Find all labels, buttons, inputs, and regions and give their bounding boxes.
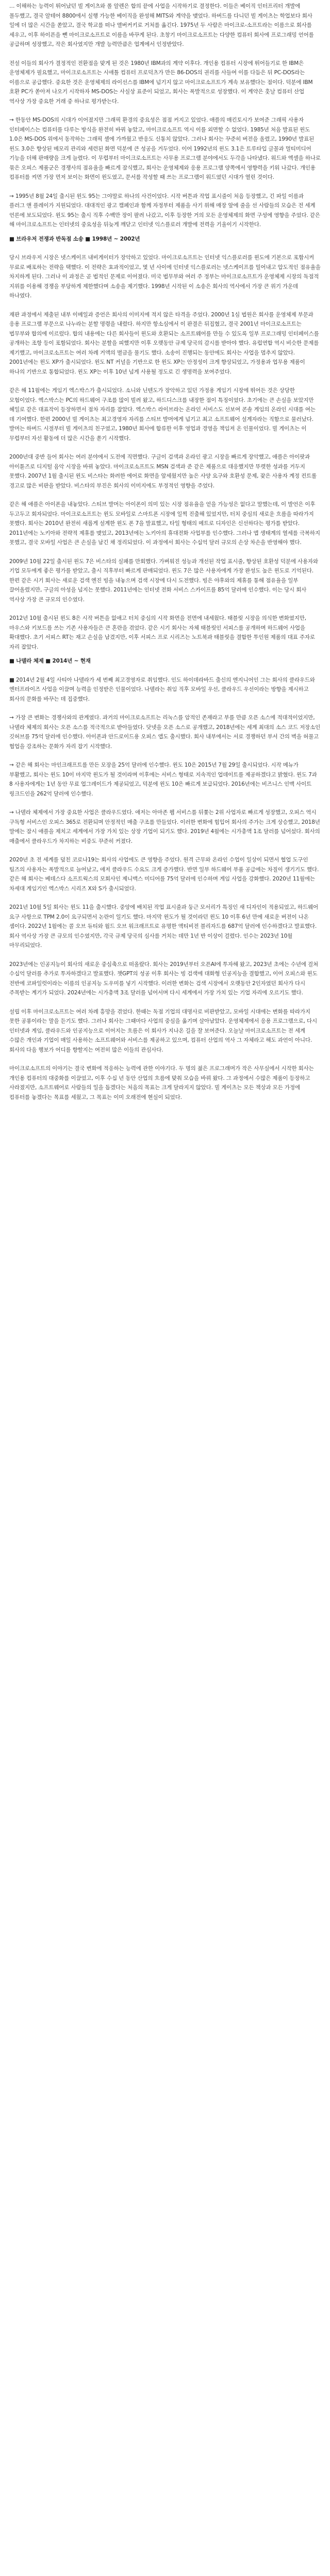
article-paragraph xyxy=(9,1007,321,1055)
paragraph-text: 같은 해 11월에는 게임기 엑스박스가 출시되었다. 소니와 닌텐도가 장악하고 있던 가정용 게임기 시장에 뛰어든 것은 상당한 모험이었다. 엑스박스는 PC의 하드웨어 구조를 많이 빌려 왔고, 하드디스크를 내장한 점이 특징이었다. 초기에는 큰 손실을 보았지만 헤일로 같은 대표작이 등장하면서 점차 자리를 잡았다. 엑스박스 라이브라는 온라인 서비스도 선보여 콘솔 게임의 온라인 시대를 여는 데 기여했다. 한편 2000년 빌 게이츠는 최고경영자 자리를 스티브 발머에게 넘기고 최고 소프트웨어 설계자라는 직함으로 물러났다. 발머는 하버드 시절부터 빌 게이츠의 친구였고, 1980년 회사에 합류한 이후 영업과 경영을 책임져 온 인물이었다. 빌 게이츠는 이 무렵부터 자선 활동에 더 많은 시간을 쏟기 시작했다. xyxy=(9,387,316,442)
article-paragraph xyxy=(9,500,321,548)
article-paragraph xyxy=(9,2,321,49)
paragraph-text: 2000년대 중반 들어 회사는 여러 분야에서 도전에 직면했다. 구글이 검색과 온라인 광고 시장을 빠르게 장악했고, 애플은 아이팟과 아이튠즈로 디지털 음악 시장을 바꿔 놓았다. 마이크로소프트도 MSN 검색과 준 같은 제품으로 대응했지만 뚜렷한 성과를 거두지 못했다. 2007년 1월 출시된 윈도 비스타는 화려한 에어로 화면을 앞세웠지만 높은 사양 요구와 호환성 문제, 잦은 사용자 계정 컨트롤 경고로 많은 비판을 받았다. 비스타의 부진은 회사의 이미지에도 부정적인 영향을 주었다. xyxy=(9,454,317,489)
paragraph-text: → 나델라 체제에서 가장 중요한 사업은 클라우드였다. 애저는 아마존 웹 서비스를 뒤쫓는 2위 사업자로 빠르게 성장했고, 오피스 역시 구독형 서비스인 오피스 365로 전환되며 안정적인 매출 구조를 만들었다. 이러한 변화에 힘입어 회사의 주가는 크게 상승했고, 2018년 말에는 잠시 애플을 제치고 세계에서 가장 가치 있는 상장 기업이 되기도 했다. 2019년 4월에는 시가총액 1조 달러를 넘어섰다. 회사의 매출에서 클라우드가 차지하는 비중도 꾸준히 커졌다. xyxy=(9,809,320,844)
paragraph-text: 2009년 10월 22일 출시된 윈도 7은 비스타의 실패를 만회했다. 가벼워진 성능과 개선된 작업 표시줄, 향상된 호환성 덕분에 사용자와 기업 모두에게 좋은 평가를 받았고, 출시 직후부터 빠르게 판매되었다. 윈도 7은 많은 사용자에게 가장 완성도 높은 윈도로 기억된다. 한편 같은 시기 회사는 새로운 검색 엔진 빙을 내놓으며 검색 시장에 다시 도전했다. 빙은 야후와의 제휴를 통해 점유율을 일부 끌어올렸지만, 구글의 아성을 넘지는 못했다. 2011년에는 인터넷 전화 서비스 스카이프를 85억 달러에 인수했다. 이는 당시 회사 역사상 가장 큰 규모의 인수였다. xyxy=(9,558,319,603)
article-paragraph xyxy=(9,614,321,652)
paragraph-text: 2023년에는 인공지능이 회사의 새로운 중심축으로 떠올랐다. 회사는 2019년부터 오픈AI에 투자해 왔고, 2023년 초에는 수년에 걸쳐 수십억 달러를 추가로 투자하겠다고 발표했다. 챗GPT의 성공 이후 회사는 빙 검색에 대화형 인공지능을 결합했고, 이어 오피스와 윈도 전반에 코파일럿이라는 이름의 인공지능 도우미를 넣기 시작했다. 이러한 변화는 검색 시장에서 오랫동안 2인자였던 회사가 다시 주목받는 계기가 되었다. 2024년에는 시가총액 3조 달러를 넘어서며 다시 세계에서 가장 가치 있는 기업 자리에 오르기도 했다. xyxy=(9,961,319,996)
paragraph-text: 같은 해 애플은 아이폰을 내놓았다. 스티브 발머는 아이폰이 의미 있는 시장 점유율을 얻을 가능성은 없다고 말했는데, 이 발언은 이후 두고두고 회자되었다. 마이크로소프트는 윈도 모바일로 스마트폰 시장에 일찍 진출해 있었지만, 터치 중심의 새로운 흐름을 따라가지 못했다. 회사는 2010년 완전히 새롭게 설계한 윈도 폰 7을 발표했고, 타일 형태의 메트로 디자인은 신선하다는 평가를 받았다. 2011년에는 노키아와 전략적 제휴를 맺었고, 2013년에는 노키아의 휴대전화 사업부를 인수했다. 그러나 앱 생태계의 열세를 극복하지 못했고, 결국 모바일 사업은 큰 손실을 남긴 채 정리되었다. 이 과정에서 회사는 수십억 달러 규모의 손상 차손을 반영해야 했다. xyxy=(9,501,320,546)
paragraph-text: ■ 브라우저 전쟁과 반독점 소송 ■ 1998년 ~ 2002년 xyxy=(9,235,140,242)
paragraph-text: 재판 과정에서 제출된 내부 이메일과 증언은 회사의 이미지에 적지 않은 타격을 주었다. 2000년 1심 법원은 회사를 운영체제 부문과 응용 프로그램 부문으로 나누라는 분할 명령을 내렸다. 하지만 항소심에서 이 판결은 뒤집혔고, 결국 2001년 마이크로소프트는 법무부와 합의에 이르렀다. 합의 내용에는 다른 회사들이 윈도와 호환되는 소프트웨어를 만들 수 있도록 일부 프로그래밍 인터페이스를 공개하는 조항 등이 포함되었다. 회사는 분할을 피했지만 이후 오랫동안 규제 당국의 감시를 받아야 했다. 유럽연합 역시 비슷한 문제를 제기했고, 마이크로소프트는 여러 차례 거액의 벌금을 물기도 했다. 소송이 진행되는 동안에도 회사는 사업을 멈추지 않았다. 2001년에는 윈도 XP가 출시되었다. 윈도 NT 커널을 기반으로 한 윈도 XP는 안정성이 크게 향상되었고, 가정용과 업무용 제품이 하나의 기반으로 통합되었다. 윈도 XP는 이후 10년 넘게 사용될 정도로 긴 생명력을 보여주었다. xyxy=(9,311,319,375)
paragraph-text: → 한동안 MS-DOS의 시대가 이어졌지만 그래픽 환경의 중요성은 점점 커지고 있었다. 애플의 매킨토시가 보여준 그래픽 사용자 인터페이스는 컴퓨터를 다루는 방식을 완전히 바꿔 놓았고, 마이크로소프트 역시 이를 외면할 수 없었다. 1985년 처음 발표된 윈도 1.0은 MS-DOS 위에서 동작하는 그래픽 셸에 가까웠고 반응도 신통치 않았다. 그러나 회사는 꾸준히 버전을 올렸고, 1990년 발표된 윈도 3.0은 향상된 메모리 관리와 세련된 화면 덕분에 큰 성공을 거두었다. 이어 1992년의 윈도 3.1은 트루타입 글꼴과 멀티미디어 기능을 더해 판매량을 크게 늘렸다. 이 무렵부터 마이크로소프트는 사무용 프로그램 분야에서도 두각을 나타냈다. 워드와 엑셀을 하나로 묶은 오피스 제품군은 경쟁사의 점유율을 빠르게 잠식했고, 회사는 운영체제와 응용 프로그램 양쪽에서 영향력을 키워 나갔다. 개인용 컴퓨터를 켜면 가장 먼저 보이는 화면이 윈도였고, 문서를 작성할 때 쓰는 프로그램이 워드였던 시대가 열린 것이다. xyxy=(9,117,321,180)
paragraph-text: ■ 2014년 2월 4일 사티아 나델라가 세 번째 최고경영자로 취임했다. 인도 하이데라바드 출신의 엔지니어인 그는 회사의 클라우드와 엔터프라이즈 사업을 이끌며 능력을 인정받은 인물이었다. 나델라는 취임 직후 모바일 우선, 클라우드 우선이라는 방향을 제시하고 회사의 문화를 바꾸는 데 집중했다. xyxy=(9,676,315,702)
article-paragraph xyxy=(9,192,321,230)
article-paragraph xyxy=(9,452,321,490)
article-paragraph xyxy=(9,808,321,846)
paragraph-text: → 1995년 8월 24일 출시된 윈도 95는 그야말로 하나의 사건이었다. 시작 버튼과 작업 표시줄이 처음 등장했고, 긴 파일 이름과 플러그 앤 플레이가 지원되었다. 대대적인 광고 캠페인과 함께 자정부터 제품을 사기 위해 매장 앞에 줄을 선 사람들의 모습은 전 세계 언론에 보도되었다. 윈도 95는 출시 직후 수백만 장이 팔려 나갔고, 이후 등장한 거의 모든 운영체제의 화면 구성에 영향을 주었다. 같은 해 마이크로소프트는 인터넷의 중요성을 뒤늦게 깨닫고 인터넷 익스플로러 개발에 전력을 기울이기 시작한다. xyxy=(9,193,320,228)
paragraph-text: 2012년 10월 출시된 윈도 8은 시작 버튼을 없애고 터치 중심의 시작 화면을 전면에 내세웠다. 태블릿 시장을 의식한 변화였지만, 마우스와 키보드를 쓰는 기존 사용자들은 큰 혼란을 겪었다. 같은 시기 회사는 자체 태블릿인 서피스를 공개하며 하드웨어 사업을 확대했다. 초기 서피스 RT는 재고 손실을 남겼지만, 이후 서피스 프로 시리즈는 노트북과 태블릿을 결합한 투인원 제품의 대표 주자로 자리 잡았다. xyxy=(9,615,315,650)
paragraph-text: 마이크로소프트의 이야기는 결국 변화에 적응하는 능력에 관한 이야기다. 두 명의 젊은 프로그래머가 작은 사무실에서 시작한 회사는 개인용 컴퓨터의 대중화를 이끌었고, 이후 수십 년 동안 산업의 흐름에 맞춰 모습을 바꿔 왔다. 그 과정에서 수많은 제품이 등장하고 사라졌지만, 소프트웨어로 사람들의 일을 돕겠다는 처음의 목표는 크게 달라지지 않았다. 빌 게이츠는 모든 책상과 모든 가정에 컴퓨터를 놓겠다는 목표를 세웠고, 그 목표는 이미 오래전에 현실이 되었다. xyxy=(9,1065,314,1100)
section-heading xyxy=(9,234,321,244)
paragraph-text: 2021년 10월 5일 회사는 윈도 11을 출시했다. 중앙에 배치된 작업 표시줄과 둥근 모서리가 특징인 새 디자인이 적용되었고, 하드웨어 요구 사항으로 TPM 2.0이 요구되면서 논란이 일기도 했다. 마지막 윈도가 될 것이라던 윈도 10 이후 6년 만에 새로운 버전이 나온 셈이다. 2022년 1월에는 콜 오브 듀티와 월드 오브 워크래프트로 유명한 액티비전 블리자드를 687억 달러에 인수하겠다고 발표했다. 회사 역사상 가장 큰 규모의 인수였지만, 각국 규제 당국의 심사를 거치는 데만 1년 반 이상이 걸렸다. 인수는 2023년 10월 마무리되었다. xyxy=(9,904,319,948)
article-paragraph xyxy=(9,855,321,893)
article-paragraph xyxy=(9,253,321,301)
paragraph-text: … 이해하는 능력이 뛰어났던 빌 게이츠와 폴 알렌은 합의 끝에 사업을 시작하기로 결정한다. 이들은 베이직 인터프리터 개발에 몰두했고, 결국 알테어 8800에서 실행 가능한 베이직을 완성해 MITS와 계약을 맺었다. 하버드를 다니던 빌 게이츠는 학업보다 회사 일에 더 많은 시간을 쏟았고, 결국 학교를 떠나 앨버커키로 거처를 옮긴다. 1975년 두 사람은 마이크로-소프트라는 이름으로 회사를 세우고, 이후 하이픈을 뺀 마이크로소프트로 이름을 바꾸게 된다. 초창기 마이크로소프트는 다양한 컴퓨터 회사에 프로그래밍 언어를 공급하며 성장했고, 작은 회사였지만 개발 능력만큼은 업계에서 인정받았다. xyxy=(9,3,314,47)
article-paragraph xyxy=(9,760,321,799)
article-paragraph xyxy=(9,386,321,443)
paragraph-text: 설립 이후 마이크로소프트는 여러 차례 흥망을 겪었다. 한때는 독점 기업의 대명사로 비판받았고, 모바일 시대에는 변화를 따라가지 못한 공룡이라는 말을 듣기도 했다. 그러나 회사는 그때마다 사업의 중심을 옮기며 살아남았다. 운영체제에서 응용 프로그램으로, 다시 인터넷과 게임, 클라우드와 인공지능으로 이어지는 흐름은 이 회사가 지나온 길을 잘 보여준다. 오늘날 마이크로소프트는 전 세계 수많은 개인과 기업이 매일 사용하는 소프트웨어와 서비스를 제공하고 있으며, 컴퓨터 산업의 역사 그 자체라고 해도 과언이 아니다. 회사의 다음 행보가 어디를 향할지는 여전히 많은 이들의 관심사다. xyxy=(9,1008,317,1053)
paragraph-text: 2020년 초 전 세계를 덮친 코로나19는 회사의 사업에도 큰 영향을 주었다. 원격 근무와 온라인 수업이 일상이 되면서 협업 도구인 팀즈의 사용자는 폭발적으로 늘어났고, 애저 클라우드 수요도 크게 증가했다. 반면 일부 하드웨어 부품 공급에는 차질이 생기기도 했다. 같은 해 회사는 베데스다 소프트웍스의 모회사인 제니맥스 미디어를 75억 달러에 인수하며 게임 사업을 강화했다. 2020년 11월에는 차세대 게임기인 엑스박스 시리즈 X와 S가 출시되었다. xyxy=(9,857,319,892)
paragraph-text: → 가장 큰 변화는 경쟁사와의 관계였다. 과거의 마이크로소프트는 리눅스를 암적인 존재라고 부를 만큼 오픈 소스에 적대적이었지만, 나델라 체제의 회사는 오픈 소스를 적극적으로 받아들였다. 닷넷을 오픈 소스로 공개했고, 2018년에는 세계 최대의 소스 코드 저장소인 깃허브를 75억 달러에 인수했다. 아이폰과 안드로이드용 오피스 앱도 출시했다. 회사 내부에서는 서로 경쟁하던 부서 간의 벽을 허물고 협업을 강조하는 문화가 자리 잡기 시작했다. xyxy=(9,715,321,750)
article-paragraph xyxy=(9,557,321,605)
article-paragraph xyxy=(9,1064,321,1102)
article-paragraph xyxy=(9,115,321,182)
article-paragraph xyxy=(9,59,321,107)
paragraph-text: → 같은 해 회사는 마인크래프트를 만든 모장을 25억 달러에 인수했다. 윈도 10은 2015년 7월 29일 출시되었다. 시작 메뉴가 부활했고, 회사는 윈도 10이 마지막 윈도가 될 것이라며 이후에는 서비스 형태로 지속적인 업데이트를 제공하겠다고 밝혔다. 윈도 7과 8 사용자에게는 1년 동안 무료 업그레이드가 제공되었고, 덕분에 윈도 10은 빠르게 보급되었다. 2016년에는 비즈니스 인맥 사이트 링크드인을 262억 달러에 인수했다. xyxy=(9,762,317,797)
paragraph-text: ■ 나델라 체제 ■ 2014년 ~ 현재 xyxy=(9,658,91,664)
paragraph-text: 전설 이들의 회사가 결정적인 전환점을 맞게 된 것은 1980년 IBM과의 계약 이후다. 개인용 컴퓨터 시장에 뛰어들기로 한 IBM은 운영체제가 필요했고, 마이크로소프트는 시애틀 컴퓨터 프로덕츠가 만든 86-DOS의 권리를 사들여 이를 다듬은 뒤 PC-DOS라는 이름으로 공급했다. 중요한 것은 운영체제의 라이선스를 IBM에 넘기지 않고 마이크로소프트가 계속 보유했다는 점이다. 덕분에 IBM 호환 PC가 쏟아져 나오기 시작하자 MS-DOS는 사실상 표준이 되었고, 회사는 폭발적으로 성장했다. 이 계약은 훗날 컴퓨터 산업 역사상 가장 중요한 거래 중 하나로 평가받는다. xyxy=(9,60,313,105)
article-paragraph xyxy=(9,675,321,704)
article-paragraph xyxy=(9,713,321,751)
section-heading xyxy=(9,656,321,666)
paragraph-text: 당시 브라우저 시장은 넷스케이프 내비게이터가 장악하고 있었다. 마이크로소프트는 인터넷 익스플로러를 윈도에 기본으로 포함시켜 무료로 배포하는 전략을 택했다. 이 전략은 효과적이었고, 몇 년 사이에 인터넷 익스플로러는 넷스케이프를 밀어내고 압도적인 점유율을 차지하게 된다. 그러나 이 과정은 곧 법적인 문제로 이어졌다. 미국 법무부와 여러 주 정부는 마이크로소프트가 운영체제 시장의 독점적 지위를 이용해 경쟁을 부당하게 제한했다며 소송을 제기했다. 1998년 시작된 이 소송은 회사의 역사에서 가장 큰 위기 가운데 하나였다. xyxy=(9,255,321,299)
article-paragraph xyxy=(9,903,321,951)
article-paragraph xyxy=(9,960,321,998)
article-paragraph xyxy=(9,310,321,377)
